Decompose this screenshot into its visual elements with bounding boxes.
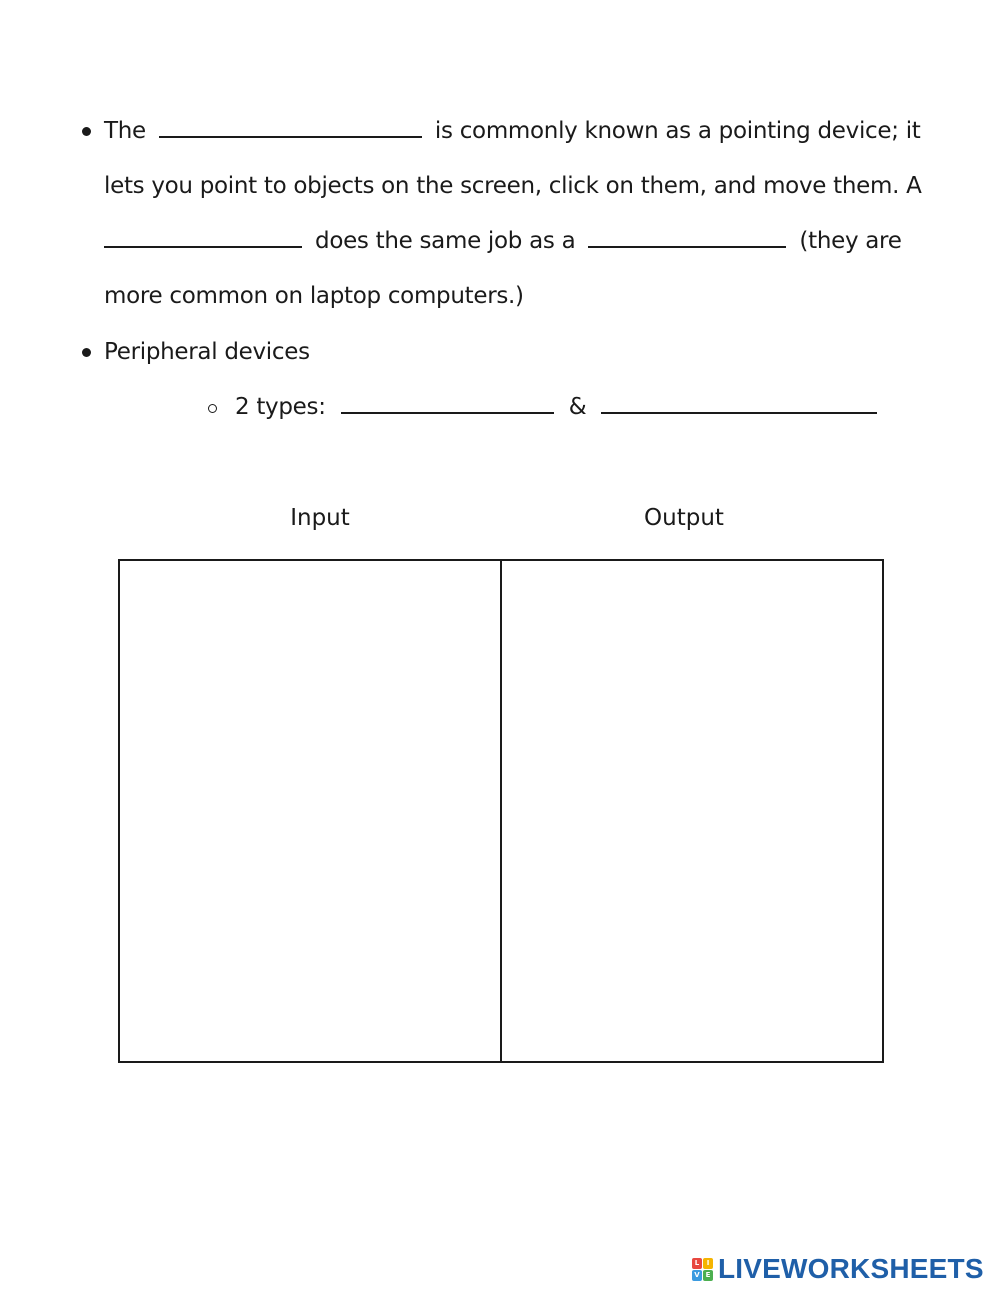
bullet1-line1 [104, 116, 921, 146]
bullet-dot-1 [82, 127, 91, 136]
bullet1-line3-middle: does the same job as a [315, 228, 576, 254]
bullet1-line1-end: is commonly known as a pointing device; it [434, 118, 921, 144]
answer-blank-type-1[interactable] [341, 398, 554, 414]
answer-blank-type-2[interactable] [601, 398, 877, 414]
input-column-label: Input [290, 505, 350, 531]
sub-bullet-joiner: & [568, 394, 587, 420]
answer-blank-mouse[interactable] [588, 232, 786, 248]
liveworksheets-logo-icon [692, 1258, 713, 1281]
bullet2-label: Peripheral devices [104, 339, 310, 365]
answer-blank-pointing-device[interactable] [159, 122, 422, 138]
bullet-dot-2 [82, 348, 91, 357]
answer-blank-touchpad[interactable] [104, 232, 302, 248]
liveworksheets-wordmark: LIVEWORKSHEETS [718, 1253, 984, 1284]
sub-bullet-line [235, 392, 877, 422]
sorting-table [118, 559, 884, 1063]
bullet1-line3 [104, 226, 902, 256]
bullet1-line2: lets you point to objects on the screen, click on them, and move them. A [104, 173, 922, 199]
sub-bullet-circle [208, 404, 217, 413]
logo-tile-e: E [703, 1270, 713, 1281]
sub-bullet-prefix: 2 types: [235, 394, 326, 420]
logo-tile-i: I [703, 1258, 713, 1269]
input-drop-zone[interactable] [120, 561, 500, 1061]
logo-tile-l: L [692, 1258, 702, 1269]
output-drop-zone[interactable] [500, 561, 882, 1061]
bullet1-line3-end: (they are [799, 228, 902, 254]
output-column-label: Output [644, 505, 724, 531]
liveworksheets-brand [692, 1254, 984, 1284]
bullet1-line1-start: The [104, 118, 146, 144]
logo-tile-v: V [692, 1270, 702, 1281]
bullet1-line4: more common on laptop computers.) [104, 283, 524, 309]
